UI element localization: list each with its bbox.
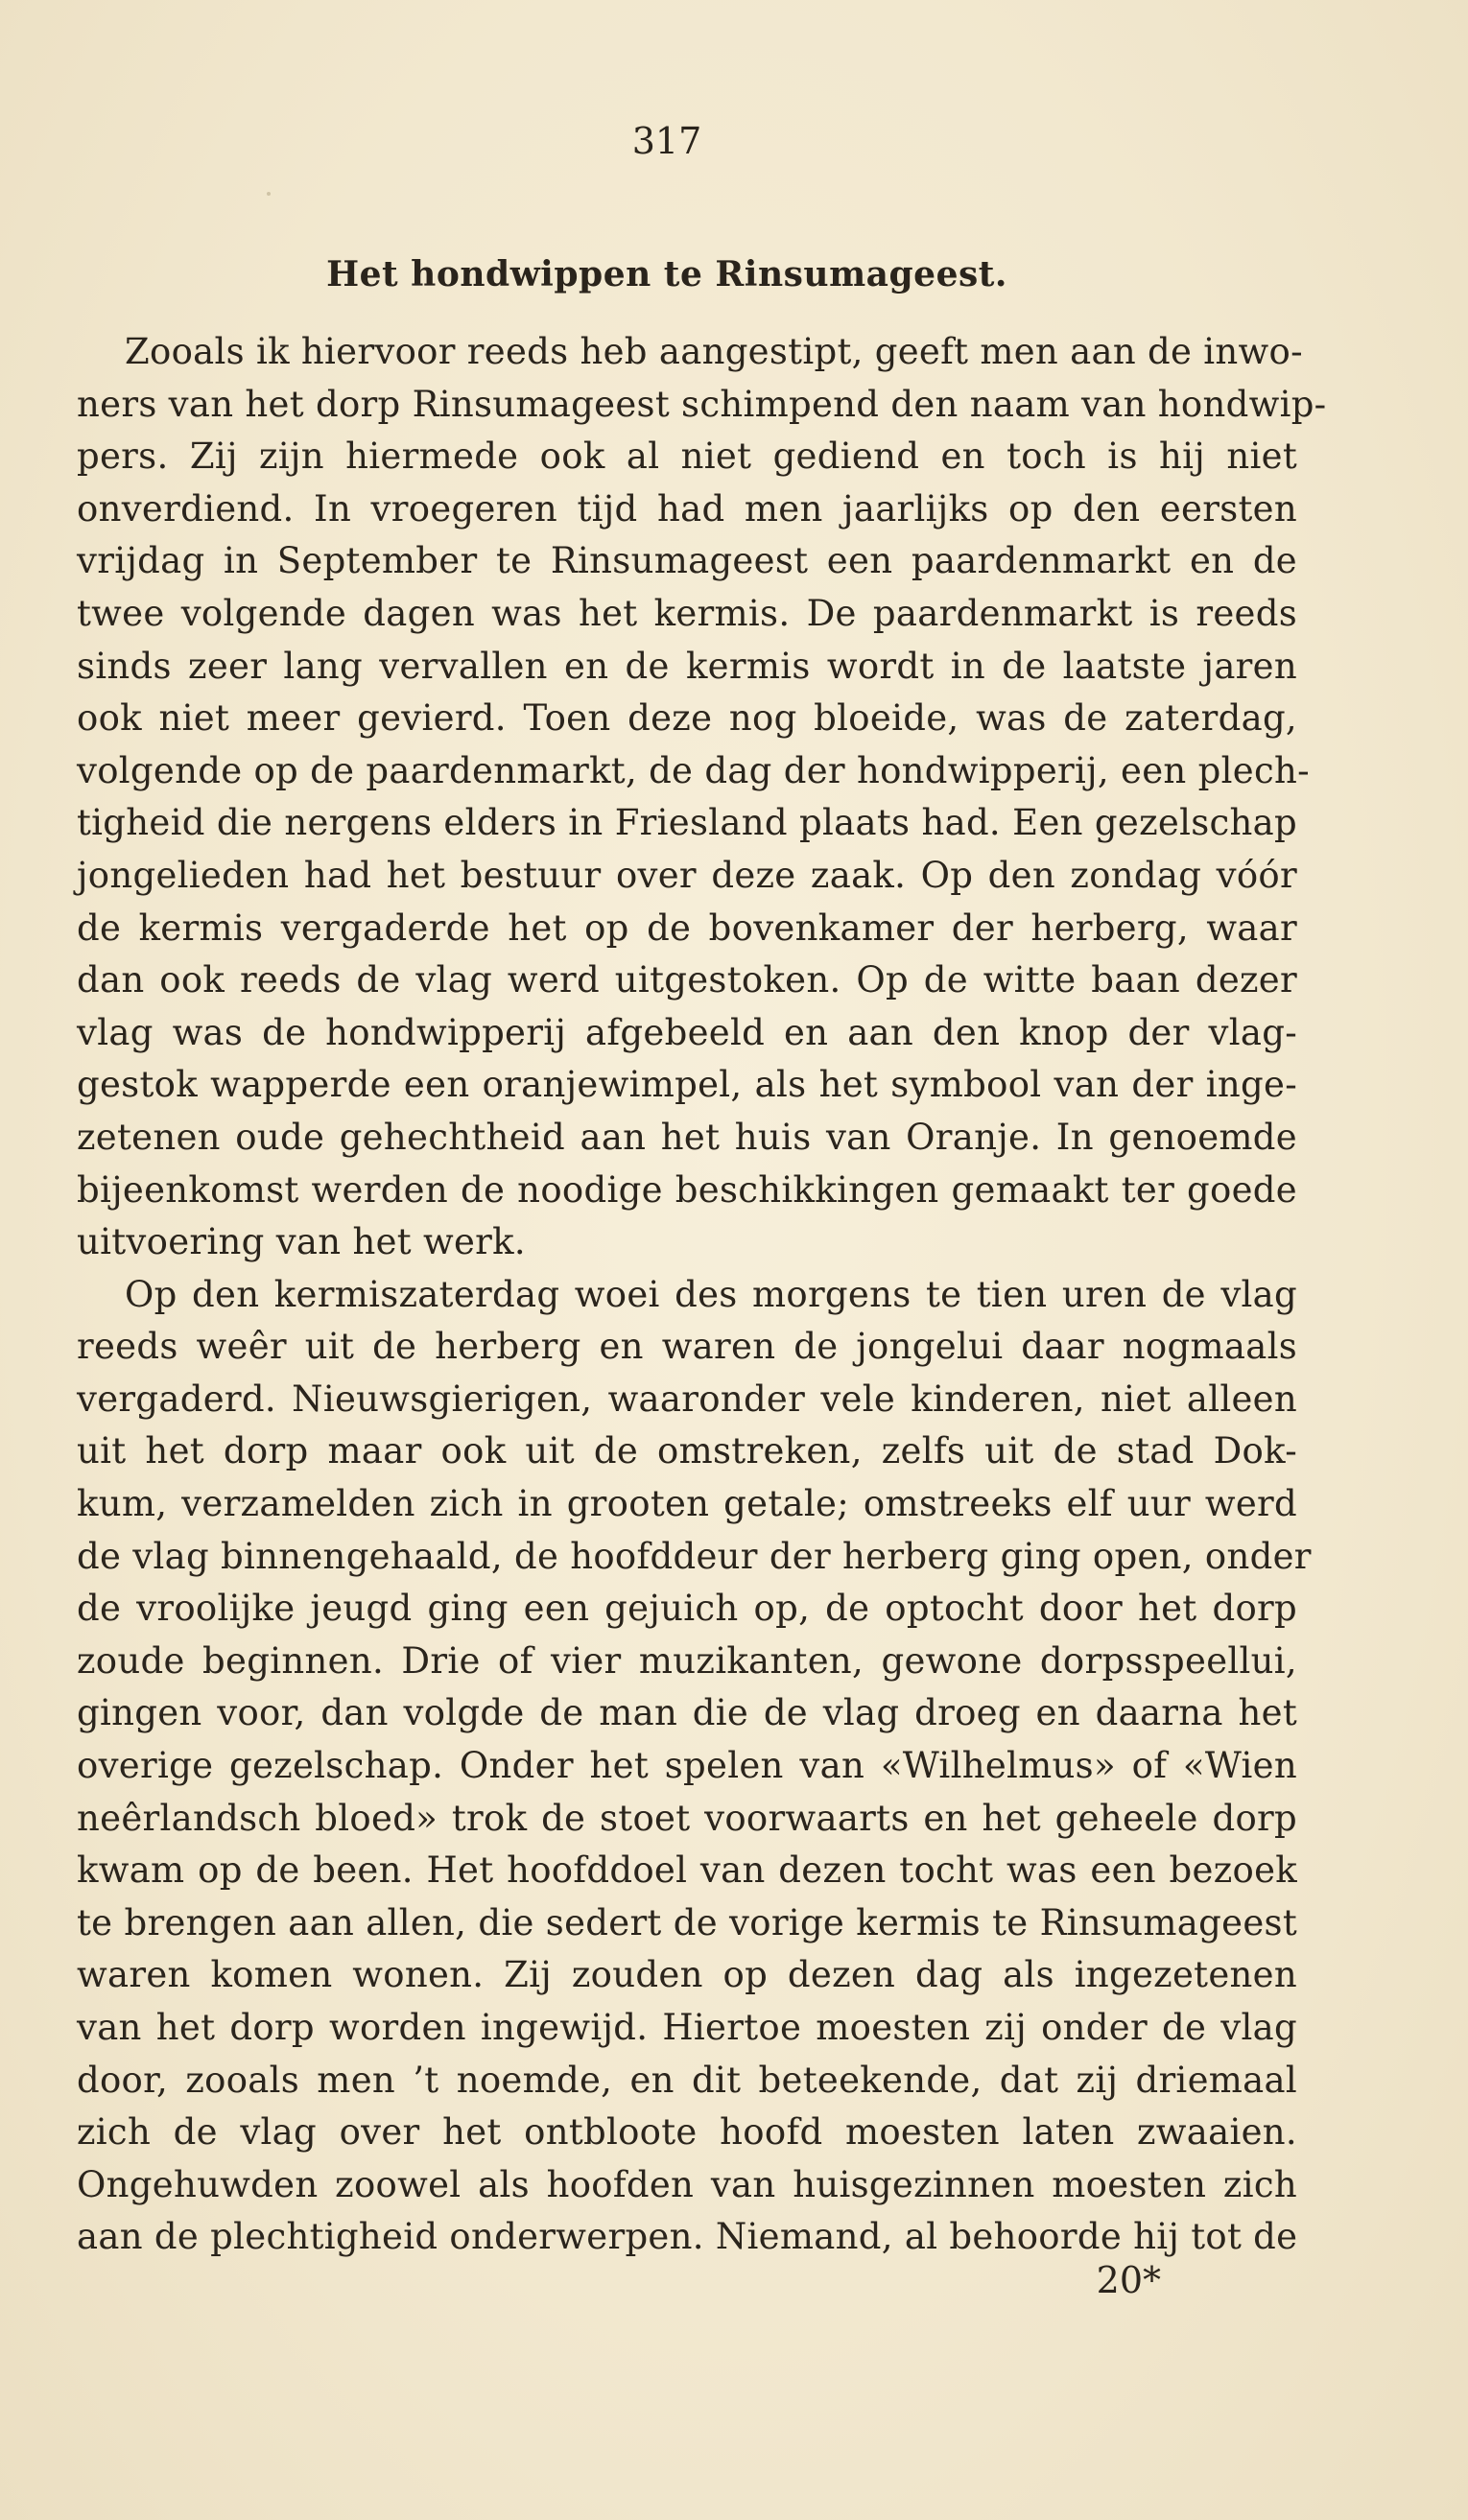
text-line: overige gezelschap. Onder het spelen van «Wilhelmus» of «Wien [77,1745,1297,1787]
text-line: ners van het dorp Rinsumageest schimpend den naam van hondwip- [77,383,1327,425]
text-line: zich de vlag over het ontbloote hoofd moesten laten zwaaien. [77,2111,1297,2154]
text-line: tigheid die nergens elders in Friesland plaats had. Een gezelschap [77,802,1297,844]
text-line: reeds weêr uit de herberg en waren de jongelui daar nogmaals [77,1326,1297,1368]
text-line: vrijdag in September te Rinsumageest een paardenmarkt en de [77,540,1297,582]
text-line: dan ook reeds de vlag werd uitgestoken. Op de witte baan dezer [77,959,1297,1001]
text-line: pers. Zij zijn hiermede ook al niet gediend en toch is hij niet [77,436,1297,478]
text-line: gestok wapperde een oranjewimpel, als het symbool van der inge- [77,1064,1297,1106]
paper-speck [267,192,271,196]
text-line: Op den kermiszaterdag woei des morgens te tien uren de vlag [125,1273,1297,1315]
text-line: uit het dorp maar ook uit de omstreken, zelfs uit de stad Dok- [77,1430,1297,1472]
text-line: de vroolijke jeugd ging een gejuich op, de optocht door het dorp [77,1588,1297,1630]
text-line: Ongehuwden zoowel als hoofden van huisgezinnen moesten zich [77,2163,1297,2205]
chapter-title: Het hondwippen te Rinsumageest. [326,254,1007,294]
text-line: door, zooals men ’t noemde, en dit beteekende, dat zij driemaal [77,2059,1297,2101]
text-line: twee volgende dagen was het kermis. De paardenmarkt is reeds [77,592,1297,634]
text-line: kwam op de been. Het hoofddoel van dezen tocht was een bezoek [77,1849,1297,1892]
signature-mark: 20* [1096,2259,1161,2301]
text-line: aan de plechtigheid onderwerpen. Niemand, al behoorde hij tot de [77,2216,1298,2258]
text-line: vergaderd. Nieuwsgierigen, waaronder vele kinderen, niet alleen [77,1378,1297,1420]
text-line: te brengen aan allen, die sedert de vorige kermis te Rinsumageest [77,1901,1297,1943]
body-text [77,326,1327,2264]
text-line: uitvoering van het werk. [77,1221,526,1263]
text-line: jongelieden had het bestuur over deze zaak. Op den zondag vóór [77,854,1297,896]
text-line: gingen voor, dan volgde de man die de vlag droeg en daarna het [77,1692,1297,1734]
text-line: Zooals ik hiervoor reeds heb aangestipt, geeft men aan de inwo- [125,331,1303,372]
text-line: van het dorp worden ingewijd. Hiertoe moesten zij onder de vlag [77,2007,1297,2048]
text-line: zoude beginnen. Drie of vier muzikanten, gewone dorpsspeellui, [77,1639,1297,1682]
text-line: de kermis vergaderde het op de bovenkamer der herberg, waar [77,907,1297,949]
text-line: ook niet meer gevierd. Toen deze nog bloeide, was de zaterdag, [77,697,1297,740]
text-line: bijeenkomst werden de noodige beschikkingen gemaakt ter goede [77,1168,1297,1211]
text-line: zetenen oude gehechtheid aan het huis van Oranje. In genoemde [77,1116,1297,1158]
text-line: de vlag binnengehaald, de hoofddeur der herberg ging open, onder [77,1535,1312,1577]
text-line: volgende op de paardenmarkt, de dag der hondwipperij, een plech- [77,749,1310,791]
text-line: neêrlandsch bloed» trok de stoet voorwaarts en het geheele dorp [77,1797,1297,1839]
text-line: sinds zeer lang vervallen en de kermis wordt in de laatste jaren [77,645,1297,687]
text-line: vlag was de hondwipperij afgebeeld en aan den knop der vlag- [77,1011,1297,1053]
text-line: kum, verzamelden zich in grooten getale; omstreeks elf uur werd [77,1483,1297,1525]
page-number: 317 [631,120,702,162]
text-line: waren komen wonen. Zij zouden op dezen dag als ingezetenen [77,1954,1297,1996]
text-line: onverdiend. In vroegeren tijd had men jaarlijks op den eersten [77,487,1297,530]
